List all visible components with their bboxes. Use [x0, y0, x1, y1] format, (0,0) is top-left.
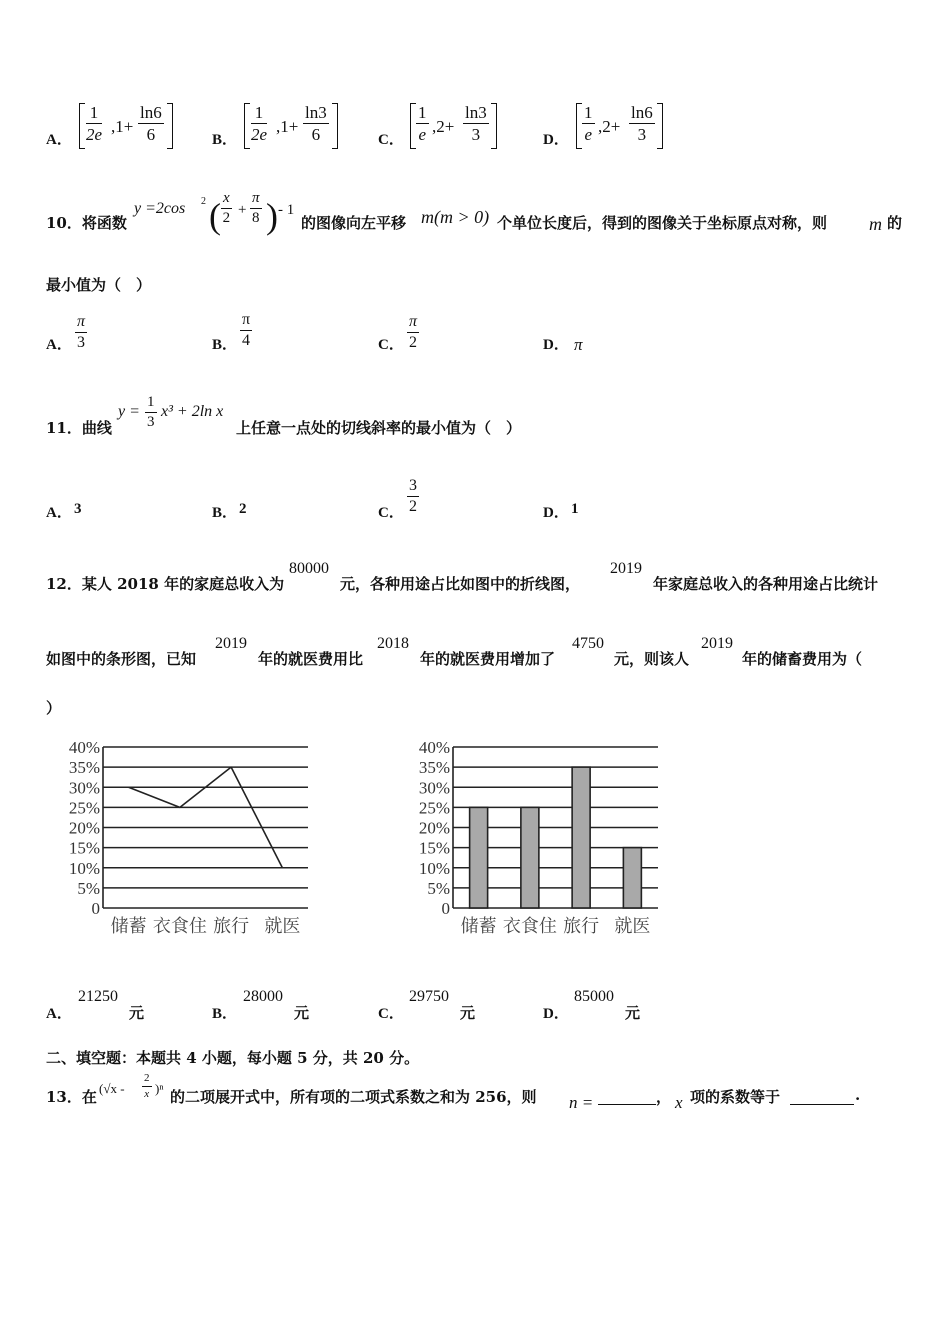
- line-chart-x-tick-label: 旅行: [213, 916, 250, 936]
- bar-chart-y-tick-label: 15%: [418, 838, 450, 858]
- q12-line1-a: 12．某人 2018 年的家庭总收入为: [46, 575, 285, 593]
- q13-expr-open: (√x -: [99, 1081, 125, 1096]
- q12-line2-d: 元，则该人: [614, 650, 690, 668]
- q12-increase: 4750: [572, 635, 604, 652]
- q9-option-d-mid: ,2+: [598, 117, 621, 136]
- bar-chart-y-tick-label: 40%: [418, 738, 450, 757]
- q9-option-c-bracket-right: [491, 103, 497, 149]
- q10-frac1: $\frac{x}{2}$: [222, 190, 231, 226]
- bar-chart-y-tick-label: 5%: [427, 878, 450, 898]
- bar-chart-y-tick-label: 35%: [418, 758, 450, 778]
- q13-blank-coef[interactable]: [790, 1092, 854, 1105]
- q9-option-c-frac2: $\frac{\ln 3}{3}$: [465, 103, 487, 144]
- q13-comma: ，: [656, 1088, 672, 1106]
- q11-option-b-letter: B．: [212, 505, 238, 521]
- q12-option-d-letter: D．: [543, 1006, 569, 1022]
- q11-text: 上任意一点处的切线斜率的最小值为（ ）: [236, 419, 522, 437]
- q10-option-d-letter: D．: [543, 337, 569, 353]
- q13-frac: $\frac{2}{x}$: [144, 1072, 150, 1100]
- q13-text-d: 项的系数等于: [690, 1088, 781, 1106]
- q12-line1-c: 年家庭总收入的各种用途占比统计: [653, 575, 879, 593]
- q10-text3: 的: [887, 214, 903, 232]
- bar-chart: [405, 735, 675, 940]
- q12-option-b-unit: 元: [294, 1004, 310, 1022]
- q11-option-b-value: 2: [239, 501, 247, 517]
- q12-option-b-value: 28000: [243, 988, 283, 1005]
- bar-chart-bar: [521, 807, 539, 908]
- q10-option-a-letter: A．: [46, 337, 72, 353]
- q13-expr-close: )ⁿ: [155, 1081, 164, 1096]
- q9-option-b-frac2: $\frac{\ln 3}{6}$: [305, 103, 327, 144]
- line-chart-y-tick-label: 10%: [68, 858, 100, 878]
- line-chart-y-tick-label: 30%: [68, 778, 100, 798]
- bar-chart-y-tick-label: 30%: [418, 778, 450, 798]
- q10-frac2: $\frac{\pi}{8}$: [252, 190, 260, 226]
- line-chart-y-tick-label: 35%: [68, 758, 100, 778]
- bar-chart-x-tick-label: 储蓄: [460, 916, 497, 936]
- bar-chart-bar: [623, 848, 641, 908]
- bar-chart-y-tick-label: 0: [441, 899, 450, 918]
- q12-option-c-unit: 元: [460, 1004, 476, 1022]
- section-2-title: 二、填空题：本题共 4 小题，每小题 5 分，共 20 分。: [46, 1049, 420, 1067]
- q10-text1: 的图像向左平移: [301, 214, 407, 232]
- q12-income: 80000: [289, 560, 329, 577]
- q9-option-d-letter: D．: [543, 132, 569, 148]
- q11-option-d-value: 1: [571, 501, 579, 517]
- q9-option-d-bracket-right: [657, 103, 663, 149]
- q11-frac: $\frac{1}{3}$: [147, 394, 155, 430]
- bar-chart-y-tick-label: 20%: [418, 818, 450, 838]
- line-chart-x-tick-label: 储蓄: [110, 916, 147, 936]
- q10-shift: m(m > 0): [421, 207, 490, 227]
- line-chart-point: [230, 766, 232, 768]
- q13-end: .: [855, 1086, 861, 1104]
- q10-paren-left: (: [209, 196, 221, 236]
- q10-option-a-frac: $\frac{\pi}{3}$: [77, 313, 86, 351]
- q11-rest: x³ + 2ln x: [161, 403, 224, 420]
- q12-option-b-letter: B．: [212, 1006, 238, 1022]
- q10-option-c-letter: C．: [378, 337, 404, 353]
- q13-n-equals: n =: [569, 1093, 594, 1112]
- q10-option-b-letter: B．: [212, 337, 238, 353]
- q10-var-m: m: [869, 214, 882, 234]
- q12-option-d-unit: 元: [625, 1004, 641, 1022]
- q12-option-a-letter: A．: [46, 1006, 72, 1022]
- bar-chart-bar: [470, 807, 488, 908]
- q13-blank-n[interactable]: [598, 1092, 656, 1105]
- line-chart-y-tick-label: 15%: [68, 838, 100, 858]
- q12-year-2019-b: 2019: [215, 635, 247, 652]
- q9-option-b-bracket-left: [244, 103, 250, 149]
- q9-option-c-mid: ,2+: [432, 117, 455, 136]
- q10-line2: 最小值为（ ）: [46, 276, 152, 294]
- q9-option-b-letter: B．: [212, 132, 238, 148]
- q9-option-a-bracket-left: [79, 103, 85, 149]
- q13-number: 13．在: [46, 1088, 97, 1106]
- q11-option-d-letter: D．: [543, 505, 569, 521]
- q9-option-c-frac1: $\frac{1}{e}$: [418, 103, 427, 144]
- q10-text2: 个单位长度后，得到的图像关于坐标原点对称，则: [497, 214, 828, 232]
- q9-option-a-frac1: $\frac{1}{2e}$: [86, 103, 103, 144]
- bar-chart-x-tick-label: 衣食住: [502, 916, 557, 936]
- q12-line3: ）: [46, 699, 62, 717]
- q11-number: 11．曲线: [46, 419, 112, 437]
- q9-option-a-bracket-right: [167, 103, 173, 149]
- q10-option-d-value: π: [574, 335, 583, 354]
- q9-option-a-frac2: $\frac{\ln 6}{6}$: [140, 103, 162, 144]
- q12-line2-c: 年的就医费用增加了: [420, 650, 556, 668]
- bar-chart-bar: [572, 767, 590, 908]
- q11-lhs: y =: [118, 403, 140, 420]
- bar-chart-y-tick-label: 10%: [418, 858, 450, 878]
- line-chart-x-tick-label: 衣食住: [152, 916, 207, 936]
- q10-plus: +: [238, 202, 247, 218]
- q11-option-c-letter: C．: [378, 505, 404, 521]
- q12-year-2018: 2018: [377, 635, 409, 652]
- q10-paren-right: ): [266, 196, 278, 236]
- line-chart-point: [179, 807, 181, 809]
- q11-option-a-value: 3: [74, 501, 82, 517]
- q9-option-a-letter: A．: [46, 132, 72, 148]
- q12-line1-b: 元，各种用途占比如图中的折线图，: [340, 575, 581, 593]
- q10-func-exp: 2: [201, 196, 206, 207]
- line-chart-y-tick-label: 40%: [68, 738, 100, 757]
- q10-option-c-frac: $\frac{\pi}{2}$: [409, 313, 418, 351]
- bar-chart-x-tick-label: 就医: [614, 916, 651, 936]
- q9-option-d-frac1: $\frac{1}{e}$: [584, 103, 593, 144]
- q9-option-b-frac1: $\frac{1}{2e}$: [251, 103, 268, 144]
- q13-x-var: x: [675, 1093, 683, 1112]
- line-chart-y-tick-label: 25%: [68, 798, 100, 818]
- q9-option-b-mid: ,1+: [276, 117, 299, 136]
- q11-option-c-frac: $\frac{3}{2}$: [409, 477, 417, 515]
- q12-year-2019-c: 2019: [701, 635, 733, 652]
- q11-option-a-letter: A．: [46, 505, 72, 521]
- q9-option-d-frac2: $\frac{\ln 6}{3}$: [631, 103, 653, 144]
- bar-chart-y-tick-label: 25%: [418, 798, 450, 818]
- q9-option-a-mid: ,1+: [111, 117, 134, 136]
- q13-text-b: 的二项展开式中，所有项的二项式系数之和为 256，则: [170, 1088, 537, 1106]
- q12-option-a-value: 21250: [78, 988, 118, 1005]
- q12-year-2019-a: 2019: [610, 560, 642, 577]
- line-chart-y-tick-label: 0: [91, 899, 100, 918]
- line-chart-segment: [231, 767, 282, 868]
- line-chart-x-tick-label: 就医: [264, 916, 301, 936]
- line-chart: [55, 735, 325, 940]
- q10-option-b-frac: $\frac{\pi}{4}$: [242, 311, 251, 349]
- q10-minus-one: - 1: [278, 202, 295, 218]
- q10-func-lhs: y =2cos: [134, 200, 186, 217]
- q12-option-c-letter: C．: [378, 1006, 404, 1022]
- q12-line2-b: 年的就医费用比: [258, 650, 364, 668]
- line-chart-y-tick-label: 5%: [77, 878, 100, 898]
- q12-option-d-value: 85000: [574, 988, 614, 1005]
- q12-option-a-unit: 元: [129, 1004, 145, 1022]
- line-chart-point: [128, 786, 130, 788]
- q10-number: 10．将函数: [46, 214, 127, 232]
- line-chart-point: [282, 867, 284, 869]
- q9-option-b-bracket-right: [332, 103, 338, 149]
- q9-option-c-letter: C．: [378, 132, 404, 148]
- q12-line2-e: 年的储畜费用为（: [742, 650, 863, 668]
- q12-line2-a: 如图中的条形图，已知: [46, 650, 197, 668]
- line-chart-y-tick-label: 20%: [68, 818, 100, 838]
- bar-chart-x-tick-label: 旅行: [563, 916, 600, 936]
- line-chart-segment: [129, 787, 180, 807]
- q12-option-c-value: 29750: [409, 988, 449, 1005]
